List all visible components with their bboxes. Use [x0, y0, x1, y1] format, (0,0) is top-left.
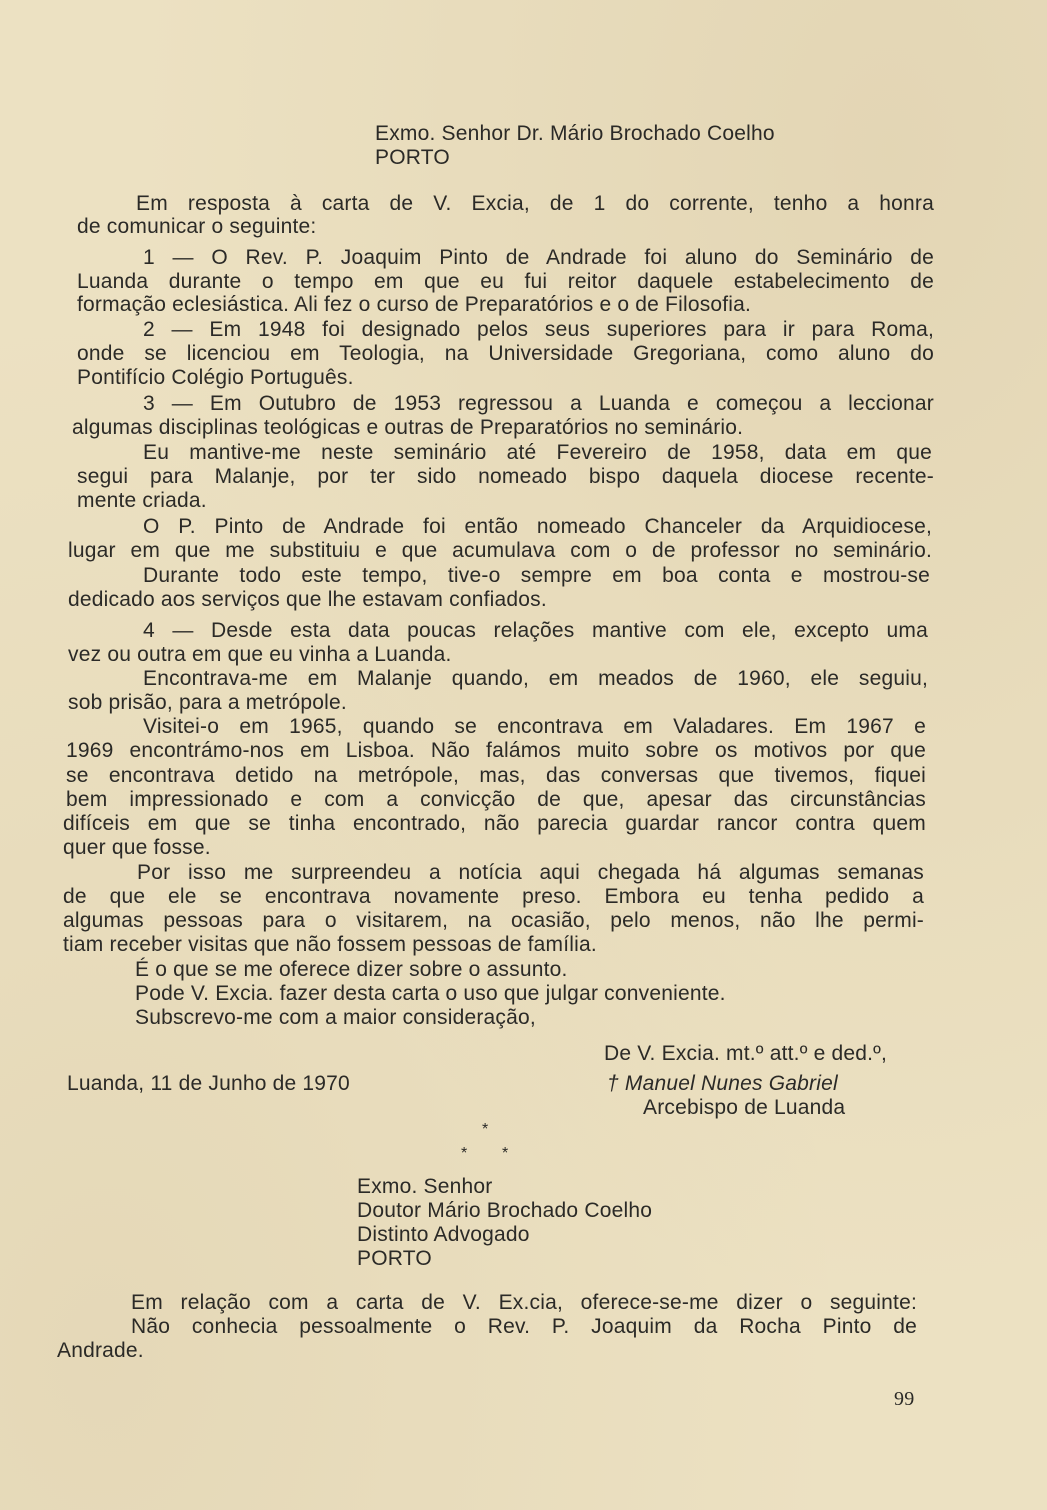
body-line: 1969 encontrámo-nos em Lisboa. Não falámos muito sobre os motivos por que: [66, 739, 926, 762]
addressee-line: Exmo. Senhor: [357, 1175, 493, 1198]
body-line: 2 — Em 1948 foi designado pelos seus superiores para ir para Roma,: [143, 318, 934, 341]
body-line: Por isso me surpreendeu a notícia aqui chegada há algumas semanas: [137, 861, 924, 884]
body-line: Andrade.: [57, 1339, 144, 1362]
separator-star: *: [502, 1145, 509, 1162]
body-line: Encontrava-me em Malanje quando, em meados de 1960, ele seguiu,: [143, 667, 928, 690]
body-line: de comunicar o seguinte:: [77, 215, 317, 238]
body-line: É o que se me oferece dizer sobre o assunto.: [135, 958, 568, 981]
place-date: Luanda, 11 de Junho de 1970: [67, 1072, 350, 1095]
body-line: Não conhecia pessoalmente o Rev. P. Joaquim da Rocha Pinto de: [131, 1315, 917, 1338]
body-line: bem impressionado e com a convicção de que, apesar das circunstâncias: [66, 788, 926, 811]
body-line: quer que fosse.: [63, 836, 211, 859]
separator-star: *: [461, 1145, 468, 1162]
body-line: dedicado aos serviços que lhe estavam confiados.: [68, 588, 547, 611]
body-line: mente criada.: [77, 489, 207, 512]
body-line: Em resposta à carta de V. Excia, de 1 do corrente, tenho a honra: [136, 192, 934, 215]
body-line: O P. Pinto de Andrade foi então nomeado Chanceler da Arquidiocese,: [143, 515, 932, 538]
body-line: algumas disciplinas teológicas e outras de Preparatórios no seminário.: [72, 416, 744, 439]
separator-star: *: [482, 1121, 489, 1138]
body-line: algumas pessoas para o visitarem, na ocasião, pelo menos, não lhe permi-: [63, 909, 924, 932]
body-line: Subscrevo-me com a maior consideração,: [135, 1006, 536, 1029]
body-line: 4 — Desde esta data poucas relações mantive com ele, excepto uma: [143, 619, 928, 642]
body-line: Pode V. Excia. fazer desta carta o uso que julgar conveniente.: [135, 982, 726, 1005]
body-line: tiam receber visitas que não fossem pessoas de família.: [63, 933, 597, 956]
body-line: onde se licenciou em Teologia, na Universidade Gregoriana, como aluno do: [77, 342, 934, 365]
body-line: sob prisão, para a metrópole.: [68, 691, 347, 714]
body-line: Luanda durante o tempo em que eu fui reitor daquele estabelecimento de: [77, 270, 934, 293]
body-line: difíceis em que se tinha encontrado, não parecia guardar rancor contra quem: [63, 812, 926, 835]
body-line: vez ou outra em que eu vinha a Luanda.: [68, 643, 452, 666]
body-line: Pontifício Colégio Português.: [77, 366, 354, 389]
closing-formula: De V. Excia. mt.º att.º e ded.º,: [604, 1042, 888, 1065]
body-line: formação eclesiástica. Ali fez o curso de Preparatórios e o de Filosofia.: [77, 293, 752, 316]
body-line: Em relação com a carta de V. Ex.cia, oferece-se-me dizer o seguinte:: [131, 1291, 917, 1314]
body-line: de que ele se encontrava novamente preso. Embora eu tenha pedido a: [63, 885, 924, 908]
body-line: 1 — O Rev. P. Joaquim Pinto de Andrade foi aluno do Seminário de: [143, 246, 934, 269]
body-line: Visitei-o em 1965, quando se encontrava em Valadares. Em 1967 e: [143, 715, 926, 738]
signature: † Manuel Nunes Gabriel: [607, 1072, 838, 1095]
body-line: se encontrava detido na metrópole, mas, das conversas que tivemos, fiquei: [66, 764, 926, 787]
page-number: 99: [894, 1388, 915, 1410]
body-line: lugar em que me substituiu e que acumulava com o de professor no seminário.: [68, 539, 932, 562]
body-line: Durante todo este tempo, tive-o sempre em boa conta e mostrou-se: [143, 564, 930, 587]
signature-title: Arcebispo de Luanda: [643, 1096, 846, 1119]
body-line: 3 — Em Outubro de 1953 regressou a Luanda e começou a leccionar: [143, 392, 934, 415]
addressee-city: PORTO: [375, 146, 450, 169]
addressee-line: Doutor Mário Brochado Coelho: [357, 1199, 653, 1222]
addressee-line: Exmo. Senhor Dr. Mário Brochado Coelho: [375, 122, 775, 145]
body-line: Eu mantive-me neste seminário até Fevereiro de 1958, data em que: [143, 441, 932, 464]
body-line: segui para Malanje, por ter sido nomeado bispo daquela diocese recente-: [77, 465, 934, 488]
addressee-line: Distinto Advogado: [357, 1223, 530, 1246]
addressee-city: PORTO: [357, 1247, 432, 1270]
